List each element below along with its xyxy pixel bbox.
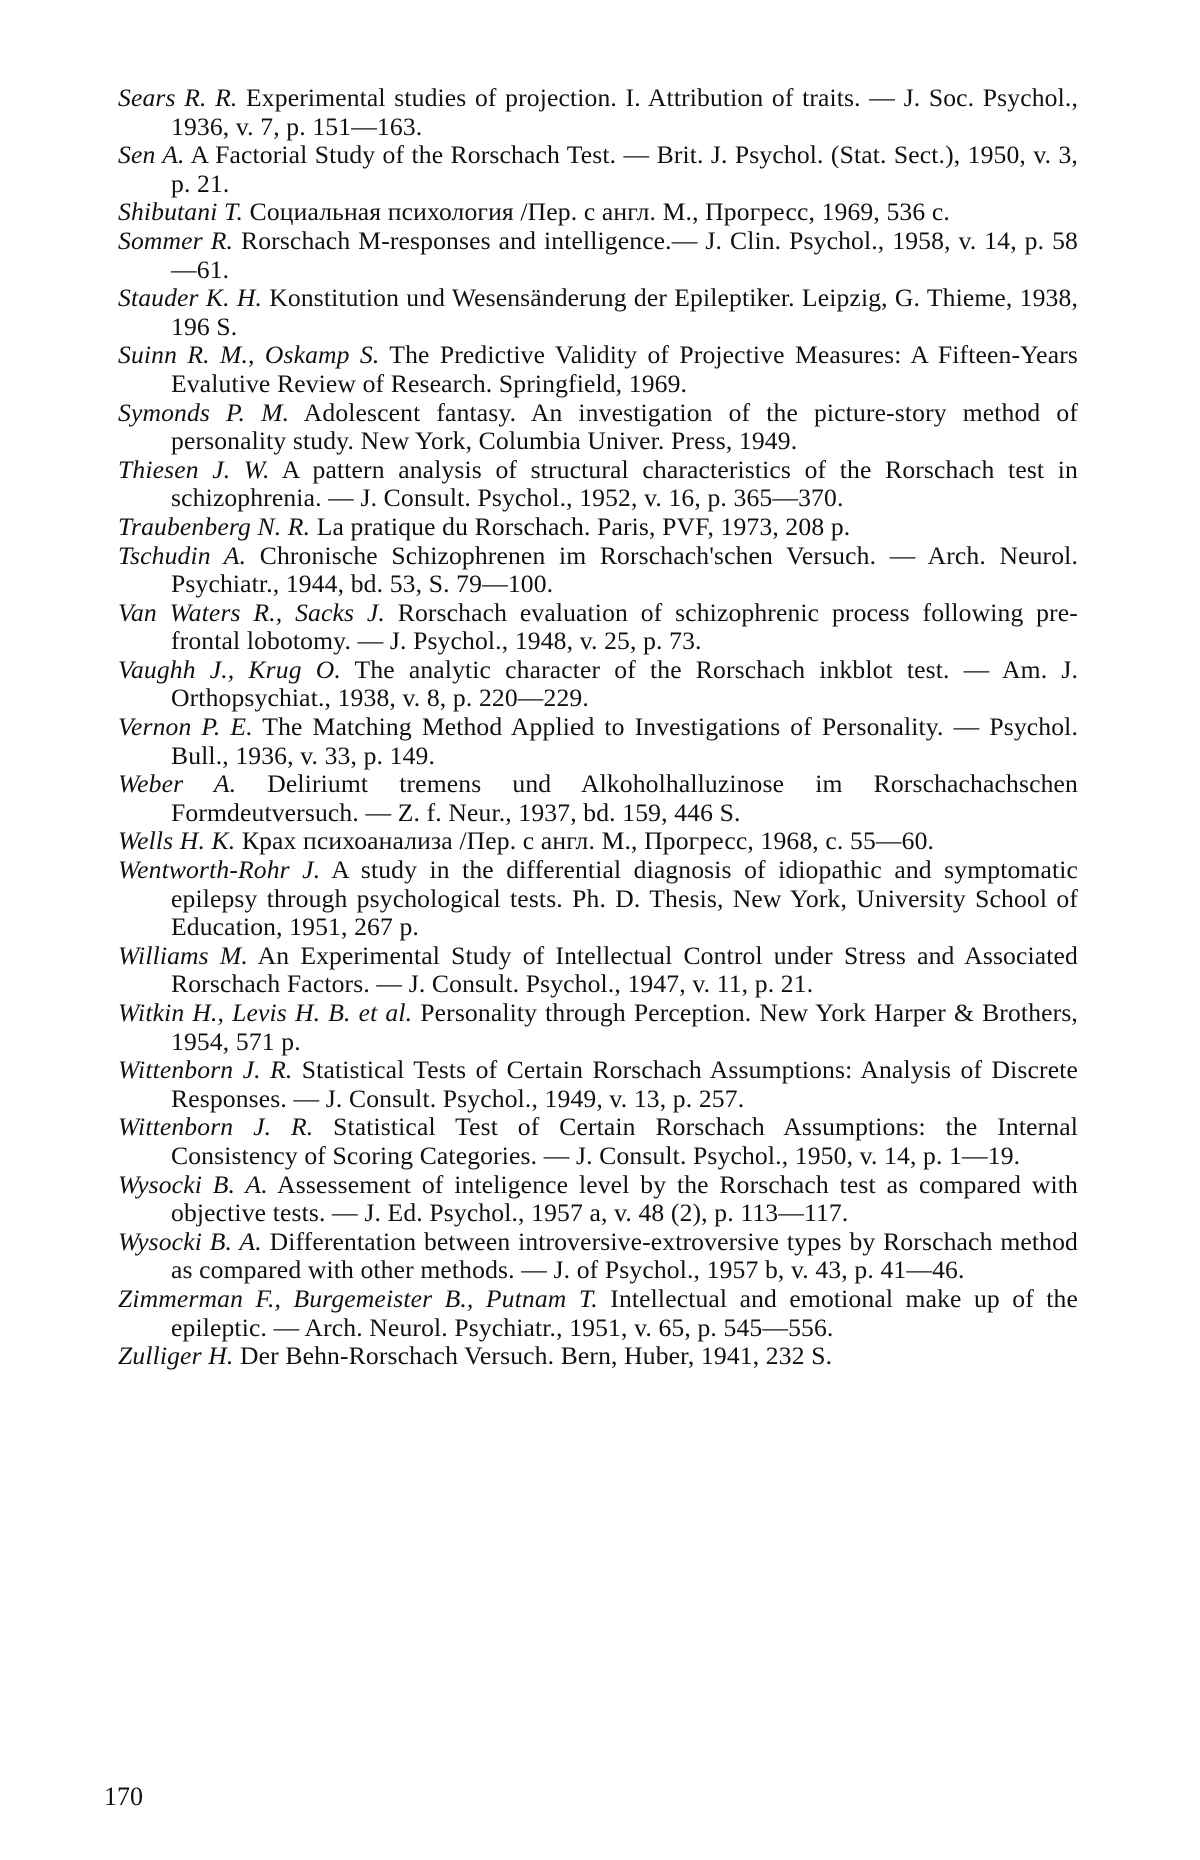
entry-author: Symonds P. M.	[118, 397, 290, 427]
bibliography-entry	[118, 542, 1078, 599]
entry-author: Weber A.	[118, 769, 237, 799]
bibliography-entry	[118, 999, 1078, 1056]
entry-author: Wittenborn J. R.	[118, 1055, 293, 1085]
bibliography-entry	[118, 513, 1078, 542]
entry-author: Sears R. R.	[118, 83, 238, 112]
bibliography-entry	[118, 1171, 1078, 1228]
bibliography-list	[118, 84, 1078, 1371]
page-number: 170	[104, 1782, 143, 1811]
entry-author: Vaughh J., Krug O.	[118, 654, 341, 684]
bibliography-entry	[118, 599, 1078, 656]
entry-text: Differentation between introversive-extroversive types by Rorschach method as compared with other methods. — J. of Psychol., 1957 b, v. 43, p. 41—46.	[171, 1226, 1078, 1285]
bibliography-entry	[118, 1342, 1078, 1371]
entry-author: Wysocki B. A.	[118, 1169, 268, 1199]
entry-text: Assessement of inteligence level by the Rorschach test as compared with objective tests. — J. Ed. Psychol., 1957 a, v. 48 (2), p. 113—117.	[171, 1169, 1078, 1228]
entry-author: Wittenborn J. R.	[118, 1112, 314, 1142]
entry-author: Sommer R.	[118, 225, 234, 255]
entry-text: Intellectual and emotional make up of the epileptic. — Arch. Neurol. Psychiatr., 1951, v. 65, p. 545—556.	[171, 1283, 1078, 1342]
entry-text: Крах психоанализа /Пер. с англ. М., Прогресс, 1968, с. 55—60.	[241, 826, 935, 856]
bibliography-entry	[118, 1228, 1078, 1285]
entry-author: Vernon P. E.	[118, 712, 253, 742]
entry-text: The Predictive Validity of Projective Measures: A Fifteen-Years Evalutive Review of Research. Springfield, 1969.	[171, 340, 1078, 398]
bibliography-entry	[118, 341, 1078, 398]
entry-text: Социальная психология /Пер. с англ. М., Прогресс, 1969, 536 с.	[249, 197, 950, 227]
entry-author: Zimmerman F., Burgemeister B., Putnam T.	[118, 1283, 598, 1313]
entry-author: Wentworth-Rohr J.	[118, 855, 321, 885]
entry-author: Shibutani T.	[118, 197, 244, 227]
entry-text: Chronische Schizophrenen im Rorschach'schen Versuch. — Arch. Neurol. Psychiatr., 1944, bd. 53, S. 79—100.	[171, 540, 1078, 599]
entry-text: A Factorial Study of the Rorschach Test. — Brit. J. Psychol. (Stat. Sect.), 1950, v. 3, p. 21.	[171, 140, 1078, 198]
bibliography-entry	[118, 399, 1078, 456]
bibliography-entry	[118, 856, 1078, 942]
bibliography-entry	[118, 456, 1078, 513]
bibliography-entry	[118, 284, 1078, 341]
entry-text: A pattern analysis of structural characteristics of the Rorschach test in schizophrenia. — J. Consult. Psychol., 1952, v. 16, p. 365—370.	[171, 454, 1078, 513]
entry-author: Tschudin A.	[118, 540, 247, 570]
bibliography-entry	[118, 1056, 1078, 1113]
entry-author: Traubenberg N. R.	[118, 511, 311, 541]
bibliography-entry	[118, 141, 1078, 198]
entry-text: Rorschach M-responses and intelligence.— J. Clin. Psychol., 1958, v. 14, p. 58—61.	[171, 225, 1078, 284]
entry-author: Wells H. K.	[118, 826, 236, 856]
entry-text: Rorschach evaluation of schizophrenic process following pre-frontal lobotomy. — J. Psychol., 1948, v. 25, p. 73.	[171, 597, 1078, 656]
bibliography-entry	[118, 827, 1078, 856]
entry-text: Experimental studies of projection. I. Attribution of traits. — J. Soc. Psychol., 1936, v. 7, p. 151—163.	[171, 83, 1078, 141]
entry-text: Personality through Perception. New York Harper & Brothers, 1954, 571 p.	[171, 998, 1078, 1056]
entry-author: Suinn R. M., Oskamp S.	[118, 340, 380, 370]
entry-author: Wysocki B. A.	[118, 1226, 262, 1256]
entry-author: Witkin H., Levis H. B. et al.	[118, 998, 413, 1027]
entry-text: Statistical Tests of Certain Rorschach Assumptions: Analysis of Discrete Responses. — J. Consult. Psychol., 1949, v. 13, p. 257.	[171, 1055, 1078, 1113]
bibliography-entry	[118, 1285, 1078, 1342]
entry-author: Zulliger H.	[118, 1341, 234, 1371]
entry-text: The analytic character of the Rorschach inkblot test. — Am. J. Orthopsychiat., 1938, v. 8, p. 220—229.	[171, 654, 1078, 713]
entry-author: Sen A.	[118, 140, 185, 170]
entry-author: Williams M.	[118, 940, 248, 970]
entry-text: Adolescent fantasy. An investigation of the picture-story method of personality study. New York, Columbia Univer. Press, 1949.	[171, 397, 1079, 456]
entry-text: The Matching Method Applied to Investigations of Personality. — Psychol. Bull., 1936, v. 33, p. 149.	[171, 712, 1078, 770]
entry-author: Van Waters R., Sacks J.	[118, 597, 385, 627]
entry-text: La pratique du Rorschach. Paris, PVF, 1973, 208 p.	[316, 511, 851, 541]
bibliography-entry	[118, 656, 1078, 713]
bibliography-entry	[118, 942, 1078, 999]
entry-text: Statistical Test of Certain Rorschach Assumptions: the Internal Consistency of Scoring Categories. — J. Consult. Psychol., 1950, v. 14, p. 1—19.	[171, 1112, 1078, 1170]
entry-text: A study in the differential diagnosis of idiopathic and symptomatic epilepsy through psychological tests. Ph. D. Thesis, New York, University School of Education, 1951, 267 p.	[171, 855, 1079, 942]
entry-text: Konstitution und Wesensänderung der Epileptiker. Leipzig, G. Thieme, 1938, 196 S.	[171, 283, 1078, 341]
entry-text: An Experimental Study of Intellectual Control under Stress and Associated Rorschach Factors. — J. Consult. Psychol., 1947, v. 11, p. 21.	[171, 940, 1078, 999]
bibliography-entry	[118, 198, 1078, 227]
bibliography-entry	[118, 84, 1078, 141]
bibliography-entry	[118, 1113, 1078, 1170]
bibliography-entry	[118, 713, 1078, 770]
entry-author: Stauder K. H.	[118, 283, 263, 313]
entry-text: Deliriumt tremens und Alkoholhalluzinose im Rorschachachschen Formdeutversuch. — Z. f. Neur., 1937, bd. 159, 446 S.	[171, 769, 1078, 827]
entry-author: Thiesen J. W.	[118, 454, 270, 484]
bibliography-entry	[118, 227, 1078, 284]
bibliography-entry	[118, 770, 1078, 827]
entry-text: Der Behn-Rorschach Versuch. Bern, Huber, 1941, 232 S.	[239, 1341, 833, 1371]
